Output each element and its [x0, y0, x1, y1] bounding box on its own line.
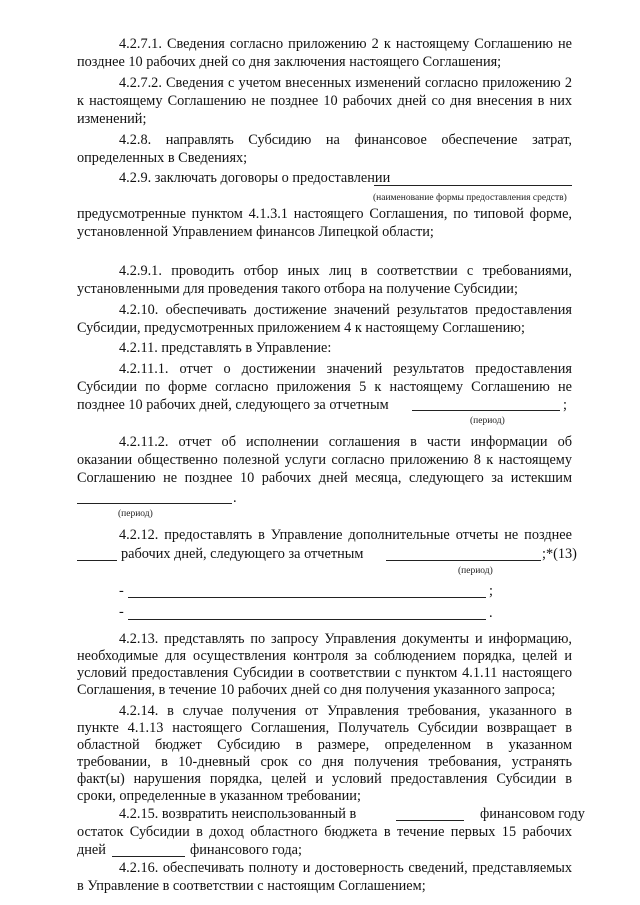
clause-4-2-8-line1: 4.2.8. направлять Субсидию на финансовое обеспечение затрат,: [119, 132, 572, 148]
clause-4-2-9-line1: 4.2.9. заключать договоры о предоставлении: [119, 170, 391, 186]
clause-4-2-13-line1: 4.2.13. представлять по запросу Управления документы и информацию,: [119, 631, 572, 647]
semicolon-2: ;: [489, 583, 493, 599]
footnote-13: ;*(13): [542, 546, 577, 562]
clause-4-2-11-1-line3: позднее 10 рабочих дней, следующего за отчетным: [77, 397, 389, 413]
clause-4-2-11-1-line1: 4.2.11.1. отчет о достижении значений результатов предоставления: [119, 361, 572, 377]
clause-4-2-10-line1: 4.2.10. обеспечивать достижение значений результатов предоставления: [119, 302, 572, 318]
clause-4-2-9-line3: установленной Управлением финансов Липецкой области;: [77, 224, 434, 240]
clause-4-2-15-line2: остаток Субсидии в доход областного бюджета в течение первых 15 рабочих: [77, 824, 572, 840]
clause-4-2-14-line1: 4.2.14. в случае получения от Управления требования, указанного в: [119, 703, 572, 719]
clause-4-2-12-line2: рабочих дней, следующего за отчетным: [121, 546, 364, 562]
clause-4-2-11-line1: 4.2.11. представлять в Управление:: [119, 340, 332, 356]
dot-2: .: [489, 605, 493, 621]
clause-4-2-11-2-line3: Соглашению не позднее 10 рабочих дней месяца, следующего за истекшим: [77, 470, 572, 486]
clause-4-2-11-2-line2: оказании общественно полезной услуги согласно приложению 8 к настоящему: [77, 452, 572, 468]
clause-4-2-14-line5: факт(ы) нарушения порядка, целей и условий предоставления Субсидии в: [77, 771, 572, 787]
clause-4-2-15-line1b: финансовом году: [480, 806, 585, 822]
clause-4-2-15-line3a: дней: [77, 842, 106, 858]
clause-4-2-9-1-line2: установленными для проведения такого отбора на получение Субсидии;: [77, 281, 518, 297]
semicolon-1: ;: [563, 397, 567, 413]
clause-4-2-14-line3: областной бюджет Субсидию в размере, определенном в указанном: [77, 737, 572, 753]
clause-4-2-8-line2: определенных в Сведениях;: [77, 150, 248, 166]
clause-4-2-14-line2: пункте 4.1.13 настоящего Соглашения, Получатель Субсидии возвращает в: [77, 720, 572, 736]
clause-4-2-13-line2: необходимые для осуществления контроля за соблюдением порядка, целей и: [77, 648, 572, 664]
clause-4-2-7-2-line1: 4.2.7.2. Сведения с учетом внесенных изменений согласно приложению 2: [119, 75, 572, 91]
dot-1: .: [233, 490, 237, 506]
dash-item-1: -: [119, 583, 124, 599]
clause-4-2-7-2-line2: к настоящему Соглашению не позднее 10 рабочих дней со дня внесения в них: [77, 93, 572, 109]
caption-period-1: (период): [470, 416, 505, 426]
clause-4-2-9-1-line1: 4.2.9.1. проводить отбор иных лиц в соответствии с требованиями,: [119, 263, 572, 279]
clause-4-2-14-line6: сроки, определенные в указанном требовании;: [77, 788, 361, 804]
clause-4-2-9-line2: предусмотренные пунктом 4.1.3.1 настоящего Соглашения, по типовой форме,: [77, 206, 572, 222]
clause-4-2-7-1-line2: позднее 10 рабочих дней со дня заключения настоящего Соглашения;: [77, 54, 502, 70]
caption-period-2: (период): [118, 509, 153, 519]
dash-item-2: -: [119, 604, 124, 620]
clause-4-2-7-1-line1: 4.2.7.1. Сведения согласно приложению 2 к настоящему Соглашению не: [119, 36, 572, 52]
caption-form-of-provision: (наименование формы предоставления средств): [373, 193, 567, 203]
clause-4-2-12-line1: 4.2.12. предоставлять в Управление дополнительные отчеты не позднее: [119, 527, 572, 543]
clause-4-2-16-line1b: 4.2.16. обеспечивать полноту и достоверность сведений, представляемых: [119, 860, 572, 876]
clause-4-2-11-2-line1: 4.2.11.2. отчет об исполнении соглашения в части информации об: [119, 434, 572, 450]
clause-4-2-13-line3: условий предоставления Субсидии в соответствии с пунктом 4.1.11 настоящего: [77, 665, 572, 681]
clause-4-2-7-2-line3: изменений;: [77, 111, 147, 127]
clause-4-2-14-line4: требовании, в 10-дневный срок со дня получения требования, устранять: [77, 754, 572, 770]
clause-4-2-15-line1a: 4.2.15. возвратить неиспользованный в: [119, 806, 357, 822]
caption-period-3: (период): [458, 566, 493, 576]
clause-4-2-10-line2: Субсидии, предусмотренных приложением 4 к настоящему Соглашению;: [77, 320, 525, 336]
clause-4-2-15-line3b: финансового года;: [190, 842, 302, 858]
clause-4-2-16-line2: в Управление в соответствии с настоящим Соглашением;: [77, 878, 426, 894]
clause-4-2-13-line4: Соглашения, в течение 10 рабочих дней со дня получения указанного запроса;: [77, 682, 556, 698]
clause-4-2-11-1-line2: Субсидии по форме согласно приложения 5 к настоящему Соглашению не: [77, 379, 572, 395]
